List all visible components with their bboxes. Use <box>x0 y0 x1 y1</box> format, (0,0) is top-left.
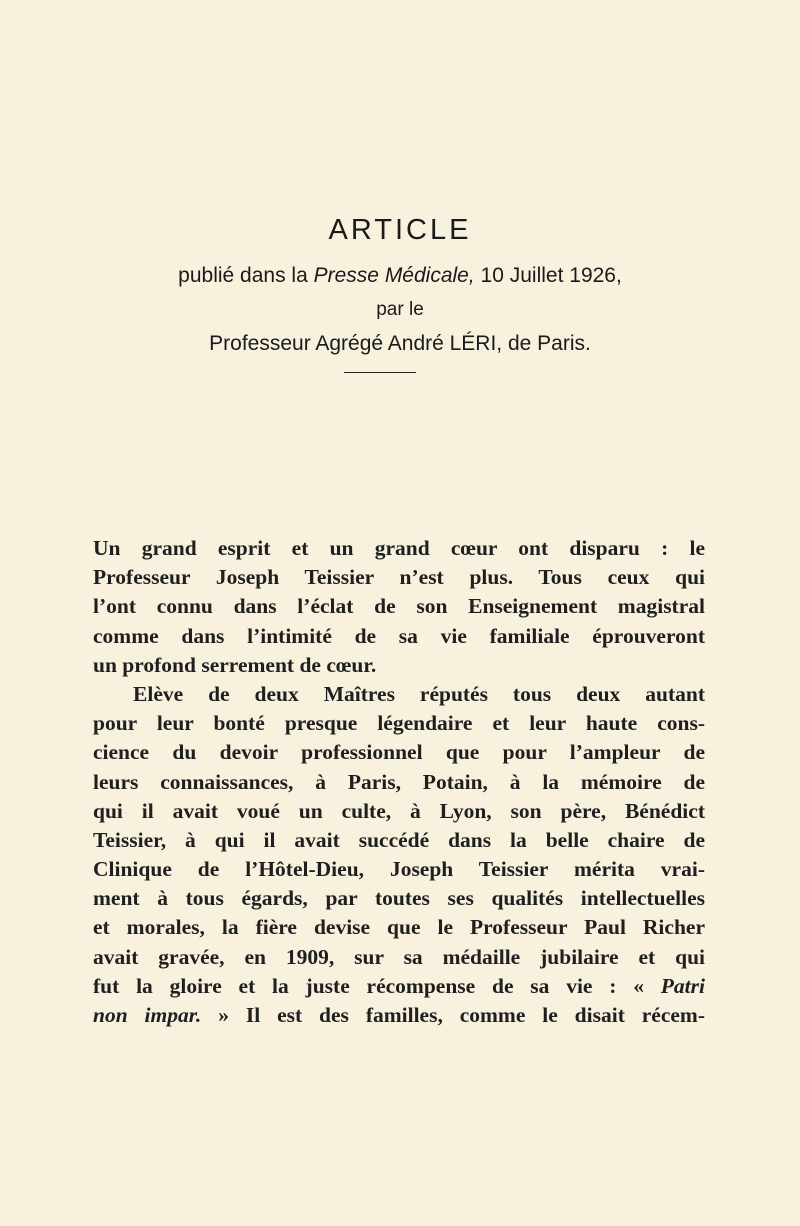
body-line-text: fut la gloire et la juste récompense de sa vie : « <box>93 973 644 998</box>
quote-italic-continued: non impar. <box>93 1003 202 1027</box>
publication-prefix: publié dans la <box>178 264 308 287</box>
body-line: avait gravée, en 1909, sur sa médaille jubilaire et qui <box>93 944 705 969</box>
body-line: Clinique de l’Hôtel-Dieu, Joseph Teissier mérita vrai- <box>93 857 705 882</box>
article-title: ARTICLE <box>328 214 472 246</box>
body-line: comme dans l’intimité de sa vie familiale éprouveront <box>93 623 705 648</box>
body-line: Elève de deux Maîtres réputés tous deux autant <box>133 681 705 706</box>
author-line: Professeur Agrégé André LÉRI, de Paris. <box>209 332 591 355</box>
body-line: et morales, la fière devise que le Professeur Paul Richer <box>93 915 705 940</box>
quote-italic: Patri <box>660 973 705 998</box>
body-line <box>93 1001 705 1030</box>
body-line: Teissier, à qui il avait succédé dans la belle chaire de <box>93 827 705 852</box>
body-line: ment à tous égards, par toutes ses qualités intellectuelles <box>93 886 705 911</box>
body-line: leurs connaissances, à Paris, Potain, à la mémoire de <box>93 769 705 794</box>
article-body <box>93 534 705 1030</box>
journal-name: Presse Médicale, <box>313 264 475 287</box>
body-line: qui il avait voué un culte, à Lyon, son père, Bénédict <box>93 798 705 823</box>
par-line: par le <box>376 299 424 320</box>
body-line: Un grand esprit et un grand cœur ont disparu : le <box>93 536 705 560</box>
body-line: un profond serrement de cœur. <box>93 652 377 677</box>
separator-rule <box>344 372 416 373</box>
body-line: l’ont connu dans l’éclat de son Enseignement magistral <box>93 594 705 619</box>
body-line: Professeur Joseph Teissier n’est plus. Tous ceux qui <box>93 565 705 590</box>
publication-line <box>0 262 800 290</box>
body-line: cience du devoir professionnel que pour l’ampleur de <box>93 740 705 765</box>
publication-date: 10 Juillet 1926, <box>480 264 622 287</box>
body-line <box>93 972 705 1001</box>
body-line: pour leur bonté presque légendaire et leur haute cons- <box>93 711 705 736</box>
body-line-text: » Il est des familles, comme le disait récem- <box>218 1003 705 1027</box>
